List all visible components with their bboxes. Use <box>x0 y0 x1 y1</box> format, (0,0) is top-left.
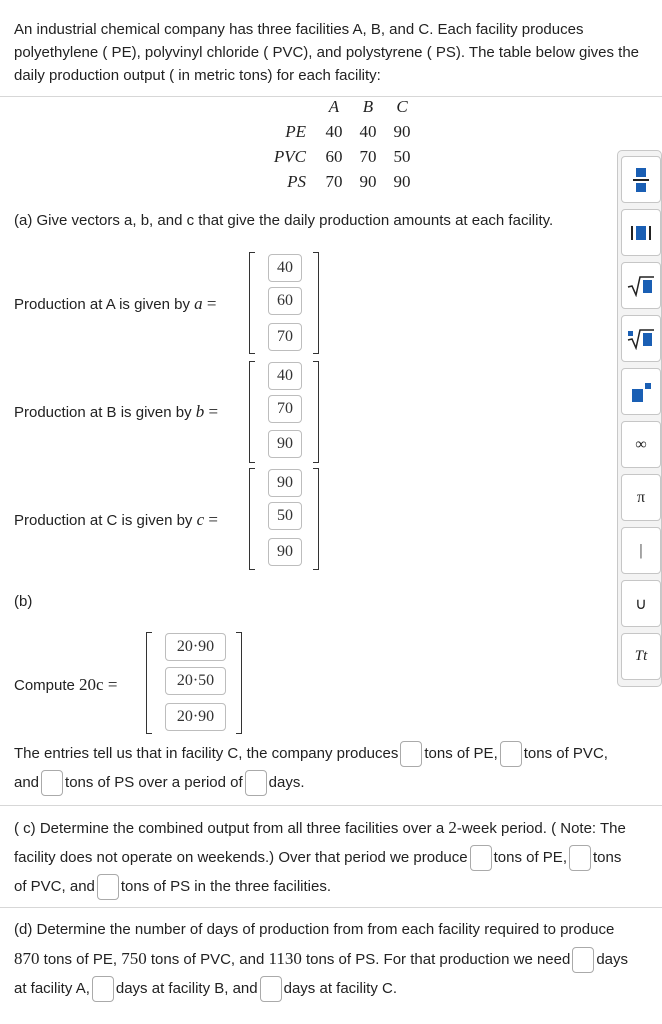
compute-entry-3[interactable]: 20·90 <box>165 703 226 731</box>
part-d: (d) Determine the number of days of production from from each facility required to produce 870 tons of PE, 750 tons of PVC, and 1130 tons of PS. For that production we need days at facility A, days at facility B, and days at facility C. <box>14 915 654 1003</box>
compute-20c-label: Compute 20c = <box>14 675 118 694</box>
table-cell: 50 <box>393 147 411 166</box>
right-bracket <box>313 361 319 463</box>
math-toolbar <box>617 150 662 687</box>
table-cell: 90 <box>393 122 411 141</box>
days-a-box[interactable] <box>572 947 594 973</box>
vector-a-entry-1[interactable]: 40 <box>268 254 302 282</box>
compute-expression: 20c <box>79 675 104 694</box>
infinity-button[interactable] <box>621 421 661 468</box>
pi-icon: π <box>636 488 646 506</box>
box-button[interactable] <box>621 209 661 256</box>
pe-amount: 870 <box>14 949 40 968</box>
vector-c-label: Production at C is given by c = <box>14 510 218 529</box>
absolute-value-icon: | <box>639 541 643 559</box>
table-row <box>262 147 422 171</box>
intro-line-1: An industrial chemical company has three facilities A, B, and C. Each facility produces <box>14 21 584 38</box>
right-bracket <box>236 632 242 734</box>
right-bracket <box>313 468 319 570</box>
table-cell: 90 <box>393 172 411 191</box>
table-cell: 90 <box>359 172 377 191</box>
left-bracket <box>146 632 152 734</box>
var-b: b <box>195 402 205 421</box>
row-label: PS <box>287 172 306 191</box>
exponent-button[interactable] <box>621 368 661 415</box>
part-b-label: (b) <box>14 593 33 610</box>
table-cell: 40 <box>325 122 343 141</box>
box-icon <box>630 222 652 244</box>
pvc-amount: 750 <box>121 949 147 968</box>
intro-line-2: polyethylene ( PE), polyvinyl chloride ( PVC), and polystyrene ( PS). The table below gives the <box>14 44 640 61</box>
vector-c-entry-1[interactable]: 90 <box>268 469 302 497</box>
table-cell: 70 <box>359 147 377 166</box>
vector-a-entry-2[interactable]: 60 <box>268 287 302 315</box>
left-bracket <box>249 468 255 570</box>
days-c-box[interactable] <box>260 976 282 1002</box>
right-bracket <box>313 252 319 354</box>
table-header-row <box>262 97 422 121</box>
table-cell: 70 <box>325 172 343 191</box>
table-header-a: A <box>328 97 340 116</box>
combined-pvc-box[interactable] <box>569 845 591 871</box>
vector-c-entry-3[interactable]: 90 <box>268 538 302 566</box>
part-b-interpretation: The entries tell us that in facility C, the company produces tons of PE, tons of PVC, and tons of PS over a period of days. <box>14 739 654 797</box>
compute-entry-2[interactable]: 20·50 <box>165 667 226 695</box>
answer-days-box[interactable] <box>245 770 267 796</box>
table-header-b: B <box>362 97 374 116</box>
infinity-icon: ∞ <box>635 435 647 453</box>
fraction-icon <box>631 167 651 193</box>
answer-ps-box[interactable] <box>41 770 63 796</box>
nth-root-button[interactable] <box>621 315 661 362</box>
weeks-number: 2 <box>448 818 457 837</box>
var-a: a <box>194 294 203 313</box>
answer-pvc-box[interactable] <box>500 741 522 767</box>
compute-entry-1[interactable]: 20·90 <box>165 633 226 661</box>
nth-root-icon <box>627 328 655 350</box>
table-cell: 60 <box>325 147 343 166</box>
vector-a-label: Production at A is given by a = <box>14 294 217 313</box>
combined-pe-box[interactable] <box>470 845 492 871</box>
answer-pe-box[interactable] <box>400 741 422 767</box>
union-button[interactable] <box>621 580 661 627</box>
square-root-button[interactable] <box>621 262 661 309</box>
text-mode-icon: Tt <box>634 648 648 664</box>
table-cell: 40 <box>359 122 377 141</box>
left-bracket <box>249 252 255 354</box>
left-bracket <box>249 361 255 463</box>
table-header-c: C <box>396 97 408 116</box>
vector-a-entry-3[interactable]: 70 <box>268 323 302 351</box>
part-c: ( c) Determine the combined output from all three facilities over a 2-week period. ( Note: The facility does not operate on weekends.) Over that period we produce tons of PE, tons of PVC, and tons of PS in the three facilities. <box>14 813 654 901</box>
table-row <box>262 172 422 196</box>
intro-line-3: daily production output ( in metric tons) for each facility: <box>14 67 381 84</box>
vector-c-entry-2[interactable]: 50 <box>268 502 302 530</box>
fraction-button[interactable] <box>621 156 661 203</box>
vector-b-label: Production at B is given by b = <box>14 402 219 421</box>
pi-button[interactable] <box>621 474 661 521</box>
divider <box>0 805 662 806</box>
vector-b-entry-1[interactable]: 40 <box>268 362 302 390</box>
ps-amount: 1130 <box>268 949 302 968</box>
row-label: PVC <box>273 147 306 166</box>
divider <box>0 907 662 908</box>
problem-intro <box>14 18 654 87</box>
table-row <box>262 122 422 146</box>
exponent-icon <box>630 381 652 403</box>
text-mode-button[interactable] <box>621 633 661 680</box>
combined-ps-box[interactable] <box>97 874 119 900</box>
vector-b-entry-2[interactable]: 70 <box>268 395 302 423</box>
var-c: c <box>196 510 205 529</box>
square-root-icon <box>627 275 655 297</box>
vector-b-entry-3[interactable]: 90 <box>268 430 302 458</box>
days-b-box[interactable] <box>92 976 114 1002</box>
row-label: PE <box>285 122 306 141</box>
union-icon: ∪ <box>635 595 647 613</box>
part-a-prompt: (a) Give vectors a, b, and c that give the daily production amounts at each facility. <box>14 212 554 229</box>
absolute-value-button[interactable] <box>621 527 661 574</box>
